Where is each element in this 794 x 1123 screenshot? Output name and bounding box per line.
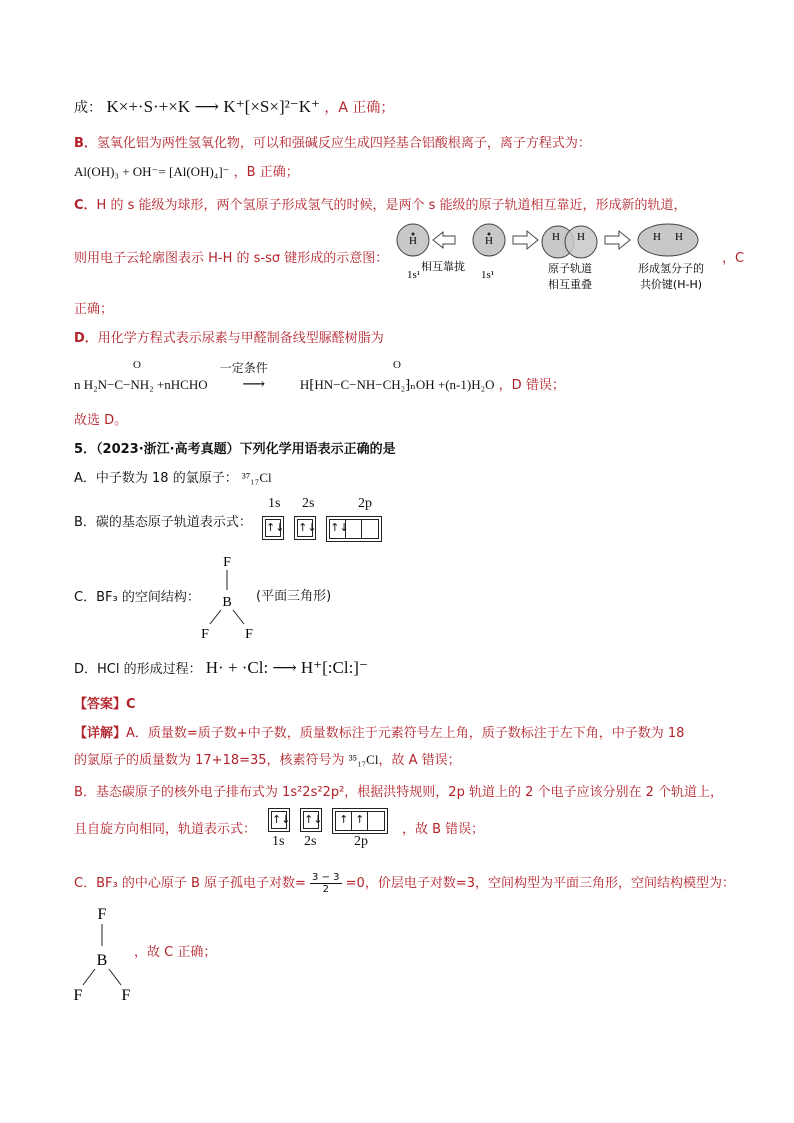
q5-orb-2p-1: ↑↓: [330, 520, 346, 538]
detail-a2: [74, 752, 461, 769]
prev-opt-c-result: ，C: [722, 251, 745, 266]
q5-bond-left: [210, 610, 221, 624]
prev-opt-d-eq-line: [74, 361, 565, 394]
fraction-denominator: 2: [322, 884, 329, 895]
detail-a1: [74, 726, 684, 742]
prev-opt-b-eq-line: [74, 164, 299, 181]
q5-opt-c-note: (平面三角形): [256, 589, 332, 604]
arrow-left-icon: [433, 232, 455, 248]
detail-a2-end: ，故 A 错误；: [378, 753, 461, 768]
detail-orb-2p-2: ↑: [352, 812, 368, 830]
detail-c1-post: =0，价层电子对数=3，空间构型为平面三角形，空间结构模型为：: [345, 876, 735, 891]
overlap-h-2: H: [577, 231, 585, 243]
q5-opt-a-symbol: ³⁷₁₇Cl: [241, 470, 272, 485]
detail-bond-right: [109, 969, 121, 985]
detail-a1-text: A．质量数=质子数+中子数，质量数标注于元素符号左上角，质子数标注于左下角，中子数为 18: [126, 726, 685, 741]
s1-label-2: 1s¹: [481, 269, 495, 281]
overlap-h-1: H: [552, 231, 560, 243]
q5-opt-d-right: H⁺[:Cl:]⁻: [300, 658, 368, 677]
q5-opt-a-text: A．中子数为 18 的氯原子：: [74, 471, 238, 486]
urea-o-label: O: [133, 359, 141, 371]
q5-bond-right: [233, 610, 244, 624]
q5-orb-2p-2: [346, 520, 362, 538]
q5-opt-c: C．BF₃ 的空间结构：: [74, 590, 200, 605]
answer-value: C: [126, 697, 136, 712]
detail-orb-2s-box: ↑↓: [303, 811, 319, 829]
detail-orbital-1s: [268, 808, 290, 832]
molecule-h-1: H: [653, 231, 661, 243]
prev-opt-c: [74, 198, 687, 214]
detail-bond-left: [83, 969, 95, 985]
detail-orb-2p-3: [368, 812, 384, 830]
prev-opt-d-result: ，D 错误；: [498, 378, 565, 393]
q5-opt-b: B．碳的基态原子轨道表示式：: [74, 515, 252, 530]
q5-orbital-2s: [294, 516, 316, 540]
prev-opt-c-end: 正确；: [74, 302, 114, 317]
fraction: [310, 872, 341, 895]
q5-orb-2s-box: ↑↓: [297, 519, 313, 537]
label-molecule-1: 形成氢分子的: [638, 262, 704, 275]
prev-opt-b-label: B．: [74, 136, 97, 151]
fraction-numerator: 3 − 3: [312, 872, 340, 883]
q5-opt-d: [74, 658, 368, 678]
prev-rxn-right: K⁺[×S×]²⁻K⁺: [223, 97, 320, 116]
detail-bf3-f-left: F: [73, 987, 83, 1003]
label-overlap-1: 原子轨道: [548, 262, 592, 275]
detail-label-2p: 2p: [354, 834, 368, 849]
q5-orbital-2p: [326, 516, 382, 542]
detail-c2-end: ，故 C 正确；: [134, 945, 217, 960]
detail-label: 【详解】: [74, 726, 127, 741]
molecule-h-2: H: [675, 231, 683, 243]
detail-orbital-2p: [332, 808, 388, 834]
detail-orbital-labels: [268, 834, 408, 852]
prev-rxn-left: K×+·S·+×K: [106, 97, 191, 116]
label-overlap-2: 相互重叠: [548, 278, 592, 291]
detail-bf3-f-right: F: [121, 987, 131, 1003]
q5-label-1s: 1s: [268, 496, 281, 511]
q5-orbital-1s: [262, 516, 284, 540]
arrow-icon: ⟶: [194, 97, 219, 116]
detail-orb-2p-1: ↑: [336, 812, 352, 830]
q5-bf3-b: B: [222, 595, 232, 610]
condition-label: 一定条件: [219, 361, 268, 375]
detail-label-2s: 2s: [304, 834, 317, 849]
detail-orbital-diagram: [268, 808, 388, 834]
q5-orbital-2p-group: [329, 519, 379, 539]
detail-b1: B．基态碳原子的核外电子排布式为 1s²2s²2p²，根据洪特规则，2p 轨道上的 2 个电子应该分别在 2 个轨道上，: [74, 785, 724, 800]
prev-opt-d: [74, 331, 384, 347]
detail-b2-end: ，故 B 错误；: [402, 822, 485, 837]
detail-orb-1s-box: ↑↓: [271, 811, 287, 829]
q5-orb-2p-3: [362, 520, 378, 538]
detail-c1-pre: C．BF₃ 的中心原子 B 原子孤电子对数=: [74, 876, 306, 891]
q5-bf3-f-right: F: [245, 627, 253, 642]
h-atom-label-1: H: [409, 235, 417, 247]
q5-orbital-diagram: [262, 516, 382, 542]
prev-opt-d-label: D．: [74, 331, 98, 346]
q5-label-2p: 2p: [358, 496, 372, 511]
prev-opt-d-text: 用化学方程式表示尿素与甲醛制备线型脲醛树脂为: [97, 331, 384, 346]
detail-bf3-b: B: [96, 952, 108, 969]
prev-opt-b-eq: Al(OH)₃ + OH⁻= [Al(OH)₄]⁻: [74, 164, 230, 179]
long-arrow-icon: ⟶: [242, 376, 266, 393]
q5-bf3-f-left: F: [201, 627, 209, 642]
prev-opt-d-eq-right: H⁅HN−C−NH−CH₂⁆ₙOH +(n-1)H₂O: [299, 377, 495, 392]
prev-line1-prefix: 成：: [74, 100, 102, 116]
arrow-icon-2: ⟶: [272, 658, 297, 677]
q5-orb-1s-box: ↑↓: [265, 519, 281, 537]
detail-a2-text: 的氯原子的质量数为 17+18=35，核素符号为: [74, 753, 345, 768]
s-s-sigma-diagram: [393, 218, 728, 294]
condition-arrow: [212, 361, 296, 394]
prev-opt-b-result: ，B 正确；: [233, 165, 299, 180]
prev-opt-b-text: 氢氧化铝为两性氢氧化物，可以和强碱反应生成四羟基合铝酸根离子，离子方程式为：: [96, 136, 591, 151]
prev-opt-c-text1: H 的 s 能级为球形，两个氢原子形成氢气的时候，是两个 s 能级的原子轨道相互靠近，形成新的轨道，: [96, 198, 687, 213]
q5-bf3-f-top: F: [223, 555, 231, 570]
answer-line: [74, 697, 136, 713]
detail-bf3-f-top: F: [97, 906, 107, 923]
prev-line1: [74, 97, 394, 117]
answer-label: 【答案】: [74, 697, 127, 712]
detail-b2: 且自旋方向相同，轨道表示式：: [74, 822, 257, 837]
label-approach: 相互靠拢: [421, 260, 465, 273]
resin-o-label: O: [393, 359, 401, 371]
detail-orbital-2p-group: [335, 811, 385, 831]
detail-a2-symbol: ³⁵₁₇Cl: [348, 752, 379, 767]
arrow-right-icon: [513, 231, 538, 249]
prev-opt-d-eq-left: n H₂N−C−NH₂ +nHCHO: [74, 377, 208, 392]
s1-label-1: 1s¹: [407, 269, 421, 281]
q5-opt-d-text: D．HCl 的形成过程：: [74, 662, 202, 677]
q5-opt-a: [74, 470, 272, 487]
q5-label-2s: 2s: [302, 496, 315, 511]
detail-label-1s: 1s: [272, 834, 285, 849]
prev-opt-b: [74, 136, 591, 152]
prev-opt-c-label: C．: [74, 198, 97, 213]
prev-conclusion: 故选 D。: [74, 413, 128, 428]
detail-c1: [74, 872, 735, 895]
detail-orbital-2s: [300, 808, 322, 832]
h-atom-label-2: H: [485, 235, 493, 247]
h2-molecule-cloud: [638, 224, 698, 256]
prev-opt-c-text2: 则用电子云轮廓图表示 H-H 的 s-sσ 键形成的示意图：: [74, 251, 389, 266]
arrow-right-icon-2: [605, 231, 630, 249]
q5-opt-d-left: H· + ·Cl:: [205, 658, 269, 677]
q5-title: 5．（2023·浙江·高考真题）下列化学用语表示正确的是: [74, 442, 396, 457]
label-molecule-2: 共价键(H-H): [639, 278, 703, 291]
prev-line1-suffix: ，A 正确；: [324, 100, 395, 116]
